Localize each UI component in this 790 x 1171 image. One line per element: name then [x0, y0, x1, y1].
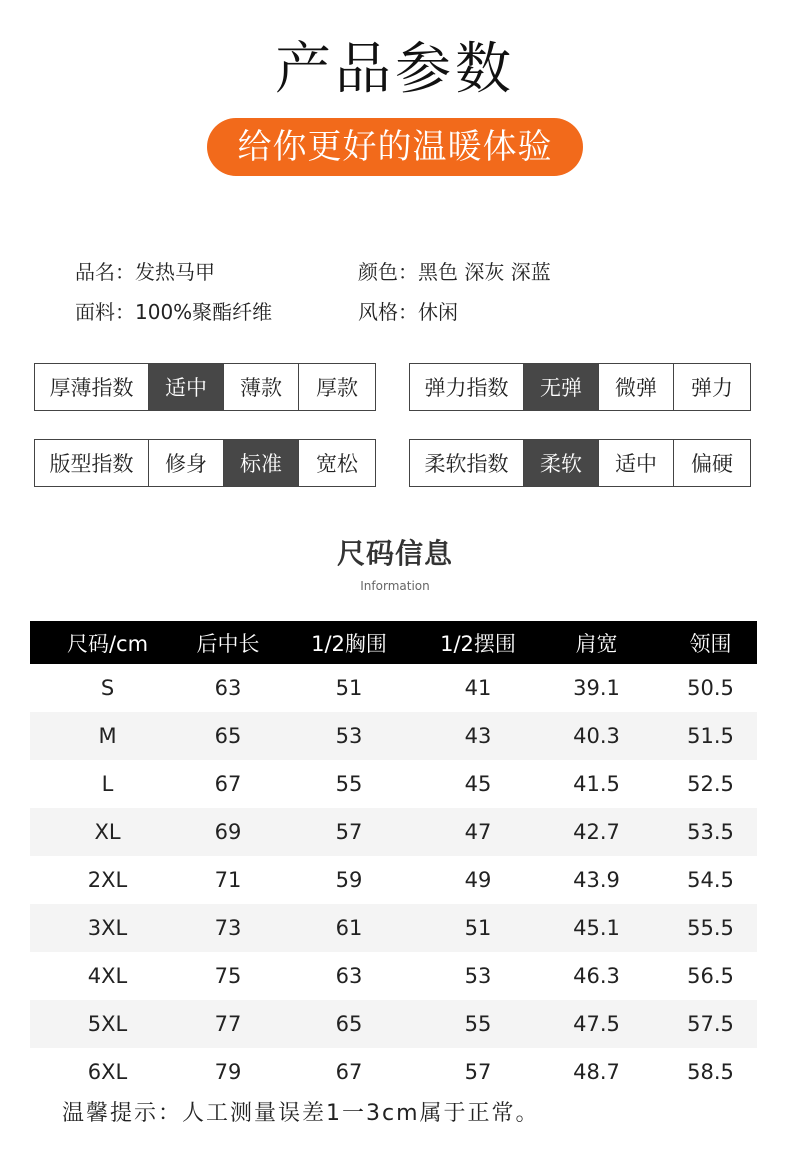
- index-option: 修身: [148, 440, 223, 486]
- table-cell: 45.1: [573, 916, 620, 940]
- table-cell: 43: [464, 724, 492, 748]
- thickness-index: [34, 363, 376, 411]
- index-option-selected: 无弹: [523, 364, 598, 410]
- table-cell: 53.5: [687, 820, 734, 844]
- product-name: 品名：发热马甲: [75, 260, 215, 284]
- table-cell: 57.5: [687, 1012, 734, 1036]
- index-option: 偏硬: [673, 440, 750, 486]
- table-cell: 73: [214, 916, 242, 940]
- table-row: [30, 808, 757, 856]
- table-cell: 63: [214, 676, 242, 700]
- index-option: 弹力: [673, 364, 750, 410]
- table-cell: 54.5: [687, 868, 734, 892]
- table-cell: 43.9: [573, 868, 620, 892]
- size-table-header: [30, 621, 757, 664]
- softness-index: [409, 439, 751, 487]
- table-cell: 65: [335, 1012, 363, 1036]
- table-cell: 52.5: [687, 772, 734, 796]
- table-cell: 41.5: [573, 772, 620, 796]
- product-material: 面料：100%聚酯纤维: [75, 300, 273, 324]
- table-cell: 53: [335, 724, 363, 748]
- fit-index: [34, 439, 376, 487]
- table-cell: 42.7: [573, 820, 620, 844]
- table-cell: 61: [335, 916, 363, 940]
- table-cell: 47.5: [573, 1012, 620, 1036]
- index-option: 厚款: [298, 364, 375, 410]
- index-option: 适中: [598, 440, 673, 486]
- table-cell: 77: [214, 1012, 242, 1036]
- table-cell: 41: [464, 676, 492, 700]
- table-cell: 39.1: [573, 676, 620, 700]
- table-cell: 4XL: [87, 964, 128, 988]
- column-header: 后中长: [196, 631, 260, 656]
- table-row: [30, 952, 757, 1000]
- table-row: [30, 712, 757, 760]
- size-table: [30, 621, 757, 1096]
- index-label: 柔软指数: [424, 452, 509, 476]
- table-cell: 5XL: [87, 1012, 128, 1036]
- index-label: 版型指数: [49, 452, 134, 476]
- column-header: 1/2胸围: [311, 631, 387, 656]
- product-style: 风格：休闲: [358, 300, 458, 324]
- footer-note: 温馨提示：人工测量误差1一3cm属于正常。: [62, 1101, 540, 1126]
- table-cell: 71: [214, 868, 242, 892]
- table-row: [30, 760, 757, 808]
- table-cell: 51: [464, 916, 492, 940]
- table-cell: 67: [214, 772, 242, 796]
- table-row: [30, 1000, 757, 1048]
- table-cell: 48.7: [573, 1060, 620, 1084]
- table-cell: 63: [335, 964, 363, 988]
- table-cell: 55.5: [687, 916, 734, 940]
- table-cell: 50.5: [687, 676, 734, 700]
- table-cell: 46.3: [573, 964, 620, 988]
- table-cell: 51: [335, 676, 363, 700]
- table-cell: 79: [214, 1060, 242, 1084]
- column-header: 肩宽: [575, 631, 618, 656]
- table-cell: 75: [214, 964, 242, 988]
- table-cell: 57: [464, 1060, 492, 1084]
- table-cell: 3XL: [87, 916, 128, 940]
- table-row: [30, 664, 757, 712]
- table-cell: 65: [214, 724, 242, 748]
- index-label: 弹力指数: [424, 376, 509, 400]
- table-cell: 40.3: [573, 724, 620, 748]
- index-option: 薄款: [223, 364, 298, 410]
- table-cell: 2XL: [87, 868, 128, 892]
- product-color: 颜色：黑色 深灰 深蓝: [358, 260, 551, 284]
- table-row: [30, 1048, 757, 1096]
- table-cell: 58.5: [687, 1060, 734, 1084]
- index-option-selected: 柔软: [523, 440, 598, 486]
- size-table-body: [30, 664, 757, 1096]
- table-row: [30, 904, 757, 952]
- index-label: 厚薄指数: [49, 376, 134, 400]
- size-section-title: 尺码信息: [336, 537, 453, 570]
- table-cell: 55: [464, 1012, 492, 1036]
- column-header: 1/2摆围: [440, 631, 516, 656]
- table-cell: 53: [464, 964, 492, 988]
- index-option-selected: 适中: [148, 364, 223, 410]
- slogan-banner: 给你更好的温暖体验: [207, 118, 583, 176]
- table-cell: 47: [464, 820, 492, 844]
- elasticity-index: [409, 363, 751, 411]
- size-section-subtitle: Information: [360, 579, 430, 593]
- index-option: 宽松: [298, 440, 375, 486]
- table-cell: 49: [464, 868, 492, 892]
- table-cell: 69: [214, 820, 242, 844]
- table-cell: M: [98, 724, 117, 748]
- table-cell: L: [101, 772, 114, 796]
- table-cell: 67: [335, 1060, 363, 1084]
- table-cell: 51.5: [687, 724, 734, 748]
- table-row: [30, 856, 757, 904]
- column-header: 领围: [689, 631, 732, 656]
- table-cell: 6XL: [87, 1060, 128, 1084]
- table-cell: 59: [335, 868, 363, 892]
- page-title: 产品参数: [275, 37, 515, 102]
- index-option: 微弹: [598, 364, 673, 410]
- table-cell: 57: [335, 820, 363, 844]
- table-cell: 56.5: [687, 964, 734, 988]
- table-cell: S: [100, 676, 115, 700]
- table-cell: 55: [335, 772, 363, 796]
- table-cell: 45: [464, 772, 492, 796]
- table-cell: XL: [94, 820, 121, 844]
- index-option-selected: 标准: [223, 440, 298, 486]
- column-header: 尺码/cm: [66, 631, 149, 656]
